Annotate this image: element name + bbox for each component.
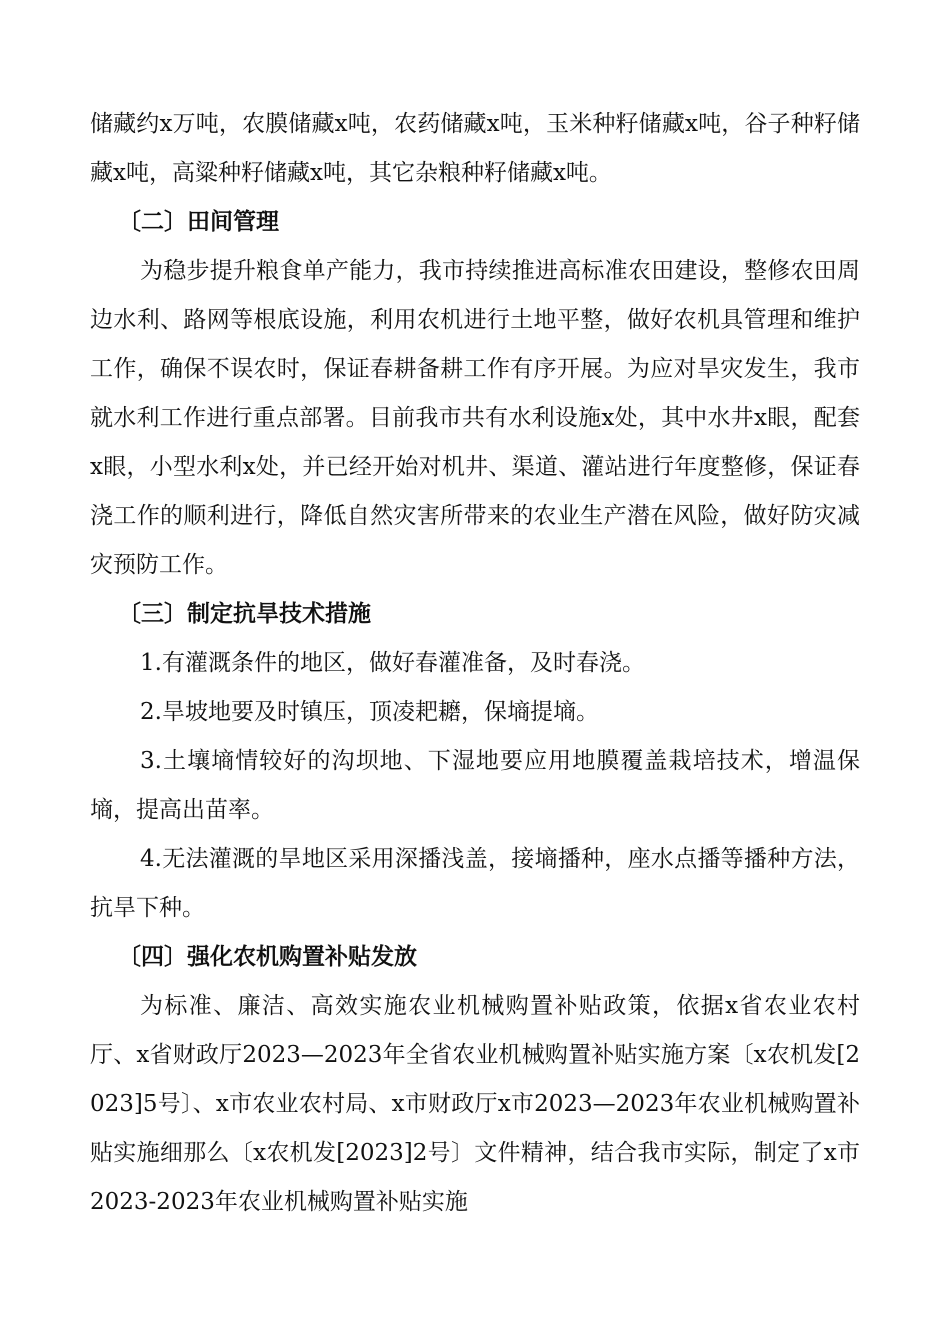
document-body	[90, 100, 860, 1227]
heading-field-management: 〔二〕田间管理	[118, 209, 279, 235]
measure-item-1: 1.有灌溉条件的地区，做好春灌准备，及时春浇。	[140, 650, 645, 676]
paragraph-subsidy: 为标准、廉洁、高效实施农业机械购置补贴政策，依据x省农业农村厅、x省财政厅2023—2023年全省农业机械购置补贴实施方案〔x农机发[2023]5号〕、x市农业农村局、x市财政厅x市2023—2023年农业机械购置补贴实施细那么〔x农机发[2023]2号〕文件精神，结合我市实际，制定了x市2023-2023年农业机械购置补贴实施	[90, 993, 860, 1215]
measure-item-4: 4.无法灌溉的旱地区采用深播浅盖，接墒播种，座水点播等播种方法，抗旱下种。	[90, 846, 860, 921]
heading-drought-measures: 〔三〕制定抗旱技术措施	[118, 601, 371, 627]
paragraph-storage: 储藏约x万吨，农膜储藏x吨，农药储藏x吨，玉米种籽储藏x吨，谷子种籽储藏x吨，高粱种籽储藏x吨，其它杂粮种籽储藏x吨。	[90, 111, 860, 186]
measure-item-2: 2.旱坡地要及时镇压，顶凌耙耱，保墒提墒。	[140, 699, 599, 725]
measure-item-3: 3.土壤墒情较好的沟坝地、下湿地要应用地膜覆盖栽培技术，增温保墒，提高出苗率。	[90, 748, 860, 823]
paragraph-field-management: 为稳步提升粮食单产能力，我市持续推进高标准农田建设，整修农田周边水利、路网等根底设施，利用农机进行土地平整，做好农机具管理和维护工作，确保不误农时，保证春耕备耕工作有序开展。为应对旱灾发生，我市就水利工作进行重点部署。目前我市共有水利设施x处，其中水井x眼，配套x眼，小型水利x处，并已经开始对机井、渠道、灌站进行年度整修，保证春浇工作的顺利进行，降低自然灾害所带来的农业生产潜在风险，做好防灾减灾预防工作。	[90, 258, 860, 578]
heading-machinery-subsidy: 〔四〕强化农机购置补贴发放	[118, 944, 417, 970]
